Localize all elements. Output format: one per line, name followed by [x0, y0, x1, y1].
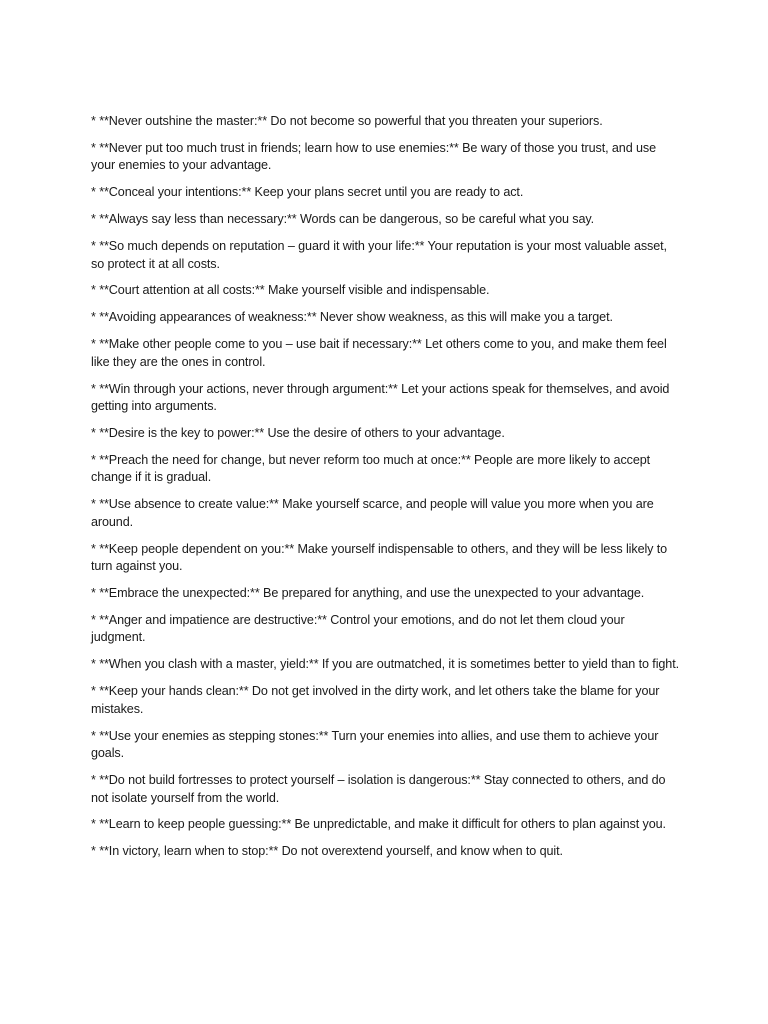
- list-item: * **Never put too much trust in friends; learn how to use enemies:** Be wary of those you trust, and use your enemies to your advantage.: [91, 140, 657, 173]
- list-item: * **Keep people dependent on you:** Make yourself indispensable to others, and they will be less likely to turn against you.: [91, 541, 668, 574]
- list-item: * **Anger and impatience are destructive:** Control your emotions, and do not let them cloud your judgment.: [91, 612, 625, 645]
- list-item: * **Conceal your intentions:** Keep your plans secret until you are ready to act.: [91, 185, 524, 200]
- list-item: * **Learn to keep people guessing:** Be unpredictable, and make it difficult for others to plan against you.: [91, 817, 666, 832]
- list-item: * **Never outshine the master:** Do not become so powerful that you threaten your superiors.: [91, 114, 603, 128]
- list-item: * **When you clash with a master, yield:** If you are outmatched, it is sometimes better to yield than to fight.: [91, 657, 679, 672]
- list-item: * **Do not build fortresses to protect yourself – isolation is dangerous:** Stay connected to others, and do not isolate yourself from the world.: [91, 773, 666, 805]
- list-item: * **Embrace the unexpected:** Be prepared for anything, and use the unexpected to your advantage.: [91, 586, 645, 601]
- list-item: * **Win through your actions, never through argument:** Let your actions speak for themselves, and avoid getting into arguments.: [91, 381, 670, 414]
- list-item: * **Keep your hands clean:** Do not get involved in the dirty work, and let others take the blame for your mistakes.: [91, 684, 660, 716]
- list-item: * **Desire is the key to power:** Use the desire of others to your advantage.: [91, 426, 505, 441]
- rules-list: [91, 113, 681, 870]
- list-item: * **Always say less than necessary:** Words can be dangerous, so be careful what you say.: [91, 212, 595, 227]
- list-item: * **In victory, learn when to stop:** Do not overextend yourself, and know when to quit.: [91, 844, 563, 859]
- list-item: * **Avoiding appearances of weakness:** Never show weakness, as this will make you a target.: [91, 310, 613, 325]
- list-item: * **Preach the need for change, but never reform too much at once:** People are more likely to accept change if it is gradual.: [91, 452, 651, 485]
- list-item: * **So much depends on reputation – guard it with your life:** Your reputation is your most valuable asset, so protect it at all costs.: [91, 239, 667, 271]
- list-item: * **Use your enemies as stepping stones:** Turn your enemies into allies, and use them to achieve your goals.: [91, 728, 659, 761]
- list-item: * **Make other people come to you – use bait if necessary:** Let others come to you, and make them feel like they are the ones in control.: [91, 337, 667, 369]
- list-item: * **Court attention at all costs:** Make yourself visible and indispensable.: [91, 283, 490, 298]
- list-item: * **Use absence to create value:** Make yourself scarce, and people will value you more when you are around.: [91, 497, 654, 529]
